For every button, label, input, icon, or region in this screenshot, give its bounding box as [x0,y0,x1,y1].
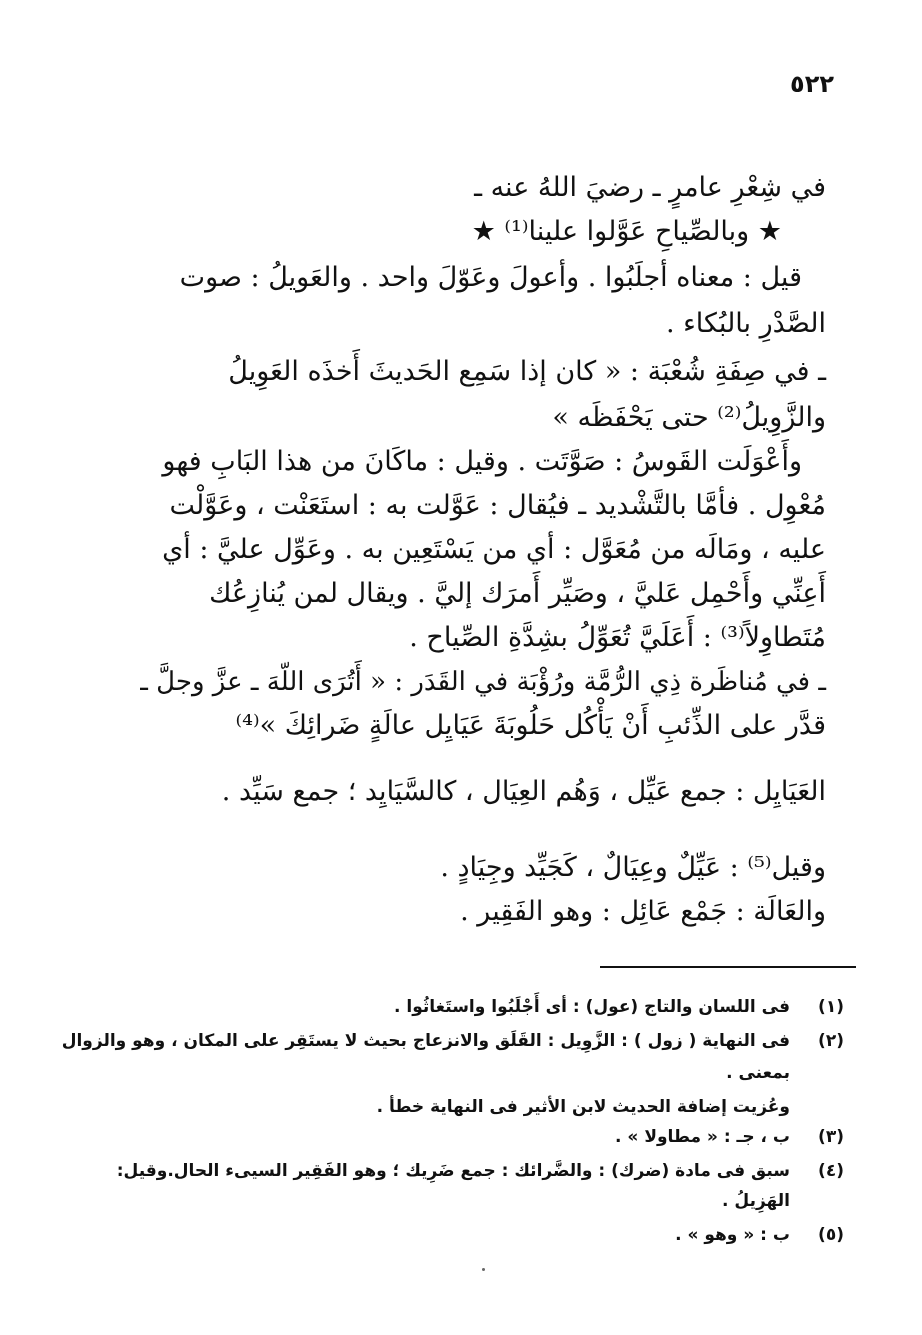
scan-speck [482,1268,485,1271]
footnote-text: سبق فى مادة (ضرك) : والضَّرائك : جمع ضَرِيك ؛ وهو الفَقِير السيىء الحال.وقيل: [116,1161,790,1181]
footnote-number: (١) [818,997,844,1017]
verse-line: ★ وبالصِّياحِ عَوَّلوا علينا⁽¹⁾ ★ [471,216,782,247]
footnote-text: بمعنى . [726,1063,790,1083]
body-line: في شِعْرِ عامرٍ ـ رضيَ اللهُ عنه ـ [474,172,826,203]
body-line: مُتَطاوِلاً⁽³⁾ : أَعَلَيَّ تُعَوِّلُ بشِدَّةِ الصِّياح . [409,622,826,653]
body-line: قيل : معناه أجلَبُوا . وأعولَ وعَوّلَ واحد . والعَويلُ : صوت [179,262,802,293]
footnote-text: ب : « وهو » . [675,1225,790,1245]
footnote-text: الهَزِيلُ . [722,1191,790,1211]
body-line: العَيَايِل : جمع عَيِّل ، وَهُم العِيَال ، كالسَّيَايِد ؛ جمع سَيِّد . [221,776,826,807]
footnote-number: (٢) [818,1031,844,1051]
body-line: مُعْوِل . فأمَّا بالتَّشْديد ـ فيُقال : عَوَّلت به : استَعَنْت ، وعَوَّلْت [169,490,826,521]
body-line: وقيل⁽⁵⁾ : عَيِّلٌ وعِيَالٌ ، كَجَيِّد وجِيَادٍ . [440,852,826,883]
footnote-text: فى النهاية ( زول ) : الزَّوِيل : القَلَق والانزعاج بحيث لا يستَقِر على المكان ، وهو والزوال [61,1031,790,1051]
body-line: وأَعْوَلَت القَوسُ : صَوَّتَت . وقيل : ماكَانَ من هذا البَابِ فهو [162,446,802,477]
body-line: الصَّدْرِ بالبُكاء . [665,308,826,339]
page-number: ٥٢٢ [790,70,834,98]
body-line: ـ في صِفَةِ شُعْبَة : « كان إذا سَمِع الحَديثَ أَخذَه العَوِيلُ [228,356,826,387]
body-line: أَعِنِّي وأَحْمِل عَليَّ ، وصَيِّر أَمرَك إليَّ . ويقال لمن يُنازِعُك [209,578,826,609]
body-line: عليه ، ومَالَه من مُعَوَّل : أي من يَسْتَعِين به . وعَوِّل عليَّ : أي [162,534,826,565]
body-line: ـ في مُناظَرة ذِي الرُّمَّة ورُؤْبَة في القَدَر : « أَتُرَى اللّهَ ـ عزَّ وجلَّ ـ [140,667,826,697]
footnote-text: ب ، جـ : « مطاولا » . [615,1127,790,1147]
footnote-separator [600,966,856,968]
body-line: والزَّوِيلُ⁽²⁾ حتى يَحْفَظَه » [552,402,826,433]
footnote-number: (٤) [818,1161,844,1181]
footnote-number: (٣) [818,1127,844,1147]
body-line: قدَّر على الذِّئبِ أَنْ يَأْكُل حَلُوبَةَ عَيَايِل عالَةٍ ضَرائِكَ »⁽⁴⁾ [235,710,826,741]
footnote-text: فى اللسان والتاج (عول) : أى أَجْلَبُوا واستَغاثُوا . [394,997,790,1017]
footnote-number: (٥) [818,1225,844,1245]
footnote-text: وعُزيت إضافة الحديث لابن الأثير فى النهاية خطأ . [376,1097,790,1117]
body-line: والعَالَة : جَمْع عَائِل : وهو الفَقِير . [460,896,826,927]
